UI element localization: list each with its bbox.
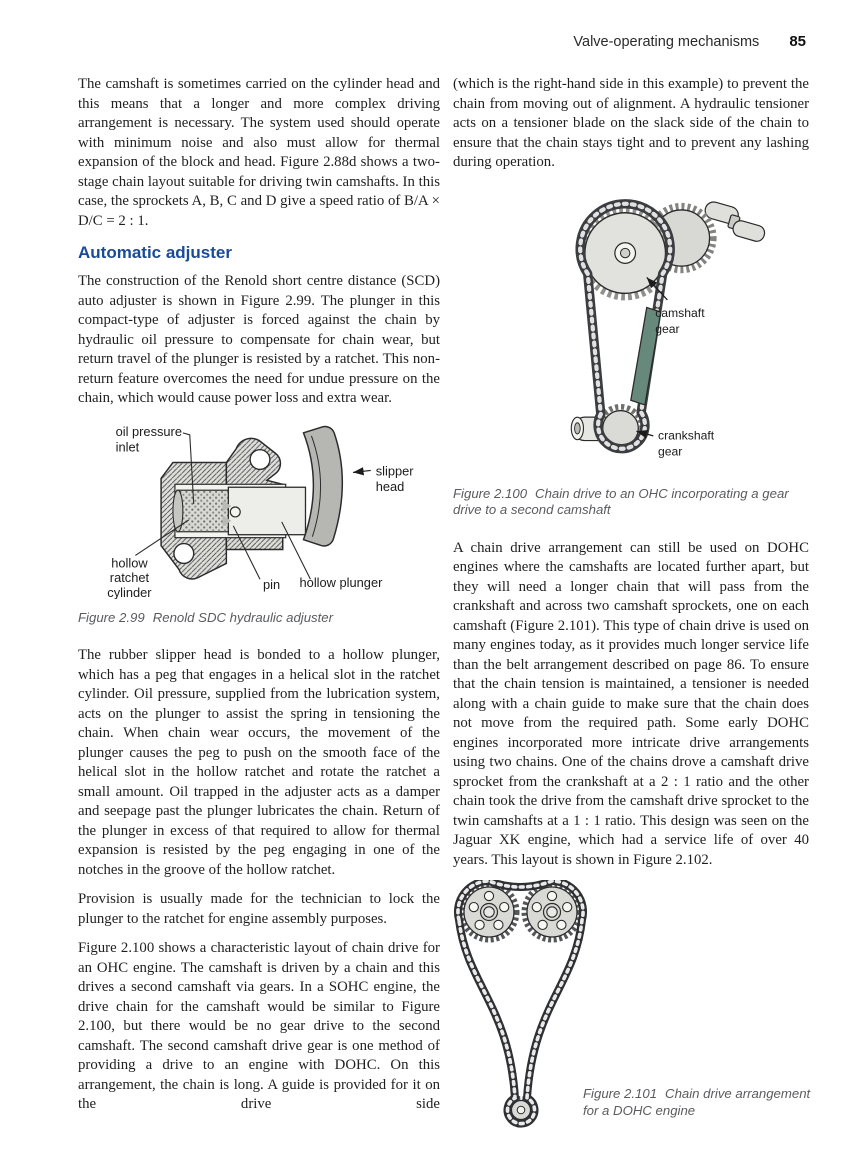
figure-2-99-caption-text: Renold SDC hydraulic adjuster	[152, 609, 334, 625]
slipper-head-arrow	[353, 470, 371, 472]
label-hollow-ratchet-3: cylinder	[107, 584, 152, 599]
label-oil-pressure-inlet: oil pressure	[115, 423, 182, 439]
label-crankshaft-gear: crankshaft	[658, 428, 715, 443]
mounting-hole-top	[250, 449, 270, 469]
paragraph-construction: The construction of the Renold short centre distance (SCD) auto adjuster is shown in Figure 2.99. The plunger in this compact-type of adjuster is forced against the chain by hydraulic oil pressure to compensate for chain wear, but return travel of the plunger is resisted by a ratchet. This non-return feature overcomes the need for undue pressure on the chain, which would cause power loss and extra wear.	[78, 273, 440, 406]
figure-2-100-caption-text: Chain drive to an OHC incorporating a gear drive to a second camshaft	[453, 485, 789, 517]
label-slipper-head-2: head	[375, 478, 405, 494]
ratchet-cylinder-cap	[173, 490, 183, 532]
pin-detail	[230, 507, 240, 517]
paragraph-provision: Provision is usually made for the technician to lock the plunger to the ratchet for engine assembly purposes.	[78, 891, 440, 927]
figure-2-101-caption	[583, 1086, 821, 1119]
paragraph-figure-100: Figure 2.100 shows a characteristic layout of chain drive for an OHC engine. The camshaft is driven by a chain and this drives a second camshaft via gears. In a SOHC engine, the drive chain for the camshaft would be similar to Figure 2.100, but there would be no gear drive to the second camshaft. The second camshaft drive gear is one method of providing a drive to an engine with DOHC. On this arrangement, the chain is long. A guide is provided for it on the drive side	[78, 940, 440, 1112]
label-hollow-ratchet-2: ratchet	[109, 569, 150, 585]
label-crankshaft-gear-2: gear	[658, 444, 683, 459]
figure-2-101-caption-label: Figure 2.101	[583, 1086, 658, 1101]
label-hollow-ratchet: hollow	[111, 554, 148, 570]
figure-2-101	[453, 880, 809, 1144]
label-camshaft-gear: camshaft	[655, 305, 705, 320]
label-pin: pin	[262, 576, 281, 592]
label-slipper-head: slipper	[375, 462, 414, 478]
paragraph-rubber-head: The rubber slipper head is bonded to a hollow plunger, which has a peg that engages in a helical slot in the ratchet cylinder. Oil pressure, supplied from the lubrication system, acts on the plunger to assist the spring in tensioning the chain. When chain wear occurs, the movement of the plunger causes the peg to push on the smooth face of the helical slot in the hollow ratchet and rotate the ratchet a small amount. Oil trapped in the adjuster acts as a damper and seepage past the plunger lubricates the chain. Return of the plunger in excess of that required to allow for thermal expansion is resisted by the peg engaging in one of the notches in the groove of the hollow ratchet.	[78, 647, 440, 878]
dohc-chain-drive-diagram	[453, 880, 589, 1142]
right-column	[453, 75, 809, 1144]
figure-2-99-caption	[78, 610, 440, 627]
figure-2-100-caption-label: Figure 2.100	[453, 485, 528, 501]
figure-2-100-caption	[453, 486, 809, 519]
section-title: Valve-operating mechanisms	[573, 34, 760, 50]
heading-automatic-adjuster: Automatic adjuster	[78, 243, 232, 262]
page-number: 85	[789, 33, 806, 50]
figure-2-100	[453, 183, 809, 519]
label-oil-pressure-inlet-2: inlet	[115, 439, 140, 455]
ohc-chain-drive-diagram	[508, 183, 808, 475]
figure-2-101-caption-text: Chain drive arrangement for a DOHC engine	[583, 1086, 811, 1118]
label-camshaft-gear-2: gear	[655, 321, 680, 336]
paragraph-dohc: A chain drive arrangement can still be used on DOHC engines where the camshafts are located further apart, but they will need a longer chain that will pass from the crankshaft and across two camshaft sprockets, one on each camshaft (Figure 2.101). This type of chain drive is used on many engines today, as it provides much longer service life than the belt arrangement described on page 86. To ensure that the chain tension is maintained, a tensioner is needed along with a chain guide to make sure that the chain does not move from the required path. Some early DOHC engines incorporated more intricate drive arrangements using two chains. One of the chains drove a camshaft drive sprocket from the crankshaft at a 2 : 1 ratio and the other chain took the drive from the camshaft drive sprocket to the twin camshafts at a 1 : 1 ratio. This design was seen on the Jaguar XK engine, which had a service life of over 40 years. This layout is shown in Figure 2.102.	[453, 539, 809, 868]
paragraph-continuation: (which is the right-hand side in this example) to prevent the chain from moving out of alignment. A hydraulic tensioner acts on a tensioner blade on the slack side of the chain to ensure that the chain stays tight and to prevent any lashing during operation.	[453, 76, 809, 170]
hydraulic-adjuster-diagram	[78, 419, 440, 599]
left-column	[78, 75, 440, 1125]
slipper-head-shape	[304, 426, 343, 545]
camshaft-gear-bore	[621, 248, 630, 257]
figure-2-99	[78, 419, 440, 627]
mounting-hole-bottom	[174, 543, 194, 563]
paragraph-intro: The camshaft is sometimes carried on the cylinder head and this means that a longer and more complex driving arrangement is necessary. The system used should operate with minimum noise and also must allow for thermal expansion of the block and head. Figure 2.88d shows a two-stage chain layout suitable for driving twin camshafts. In this case, the sprockets A, B, C and D give a speed ratio of B/A × D/C = 2 : 1.	[78, 76, 440, 229]
figure-2-99-caption-label: Figure 2.99	[78, 609, 145, 625]
running-header	[573, 33, 806, 50]
crankshaft-hub-bore	[575, 422, 581, 433]
label-hollow-plunger: hollow plunger	[299, 574, 383, 590]
